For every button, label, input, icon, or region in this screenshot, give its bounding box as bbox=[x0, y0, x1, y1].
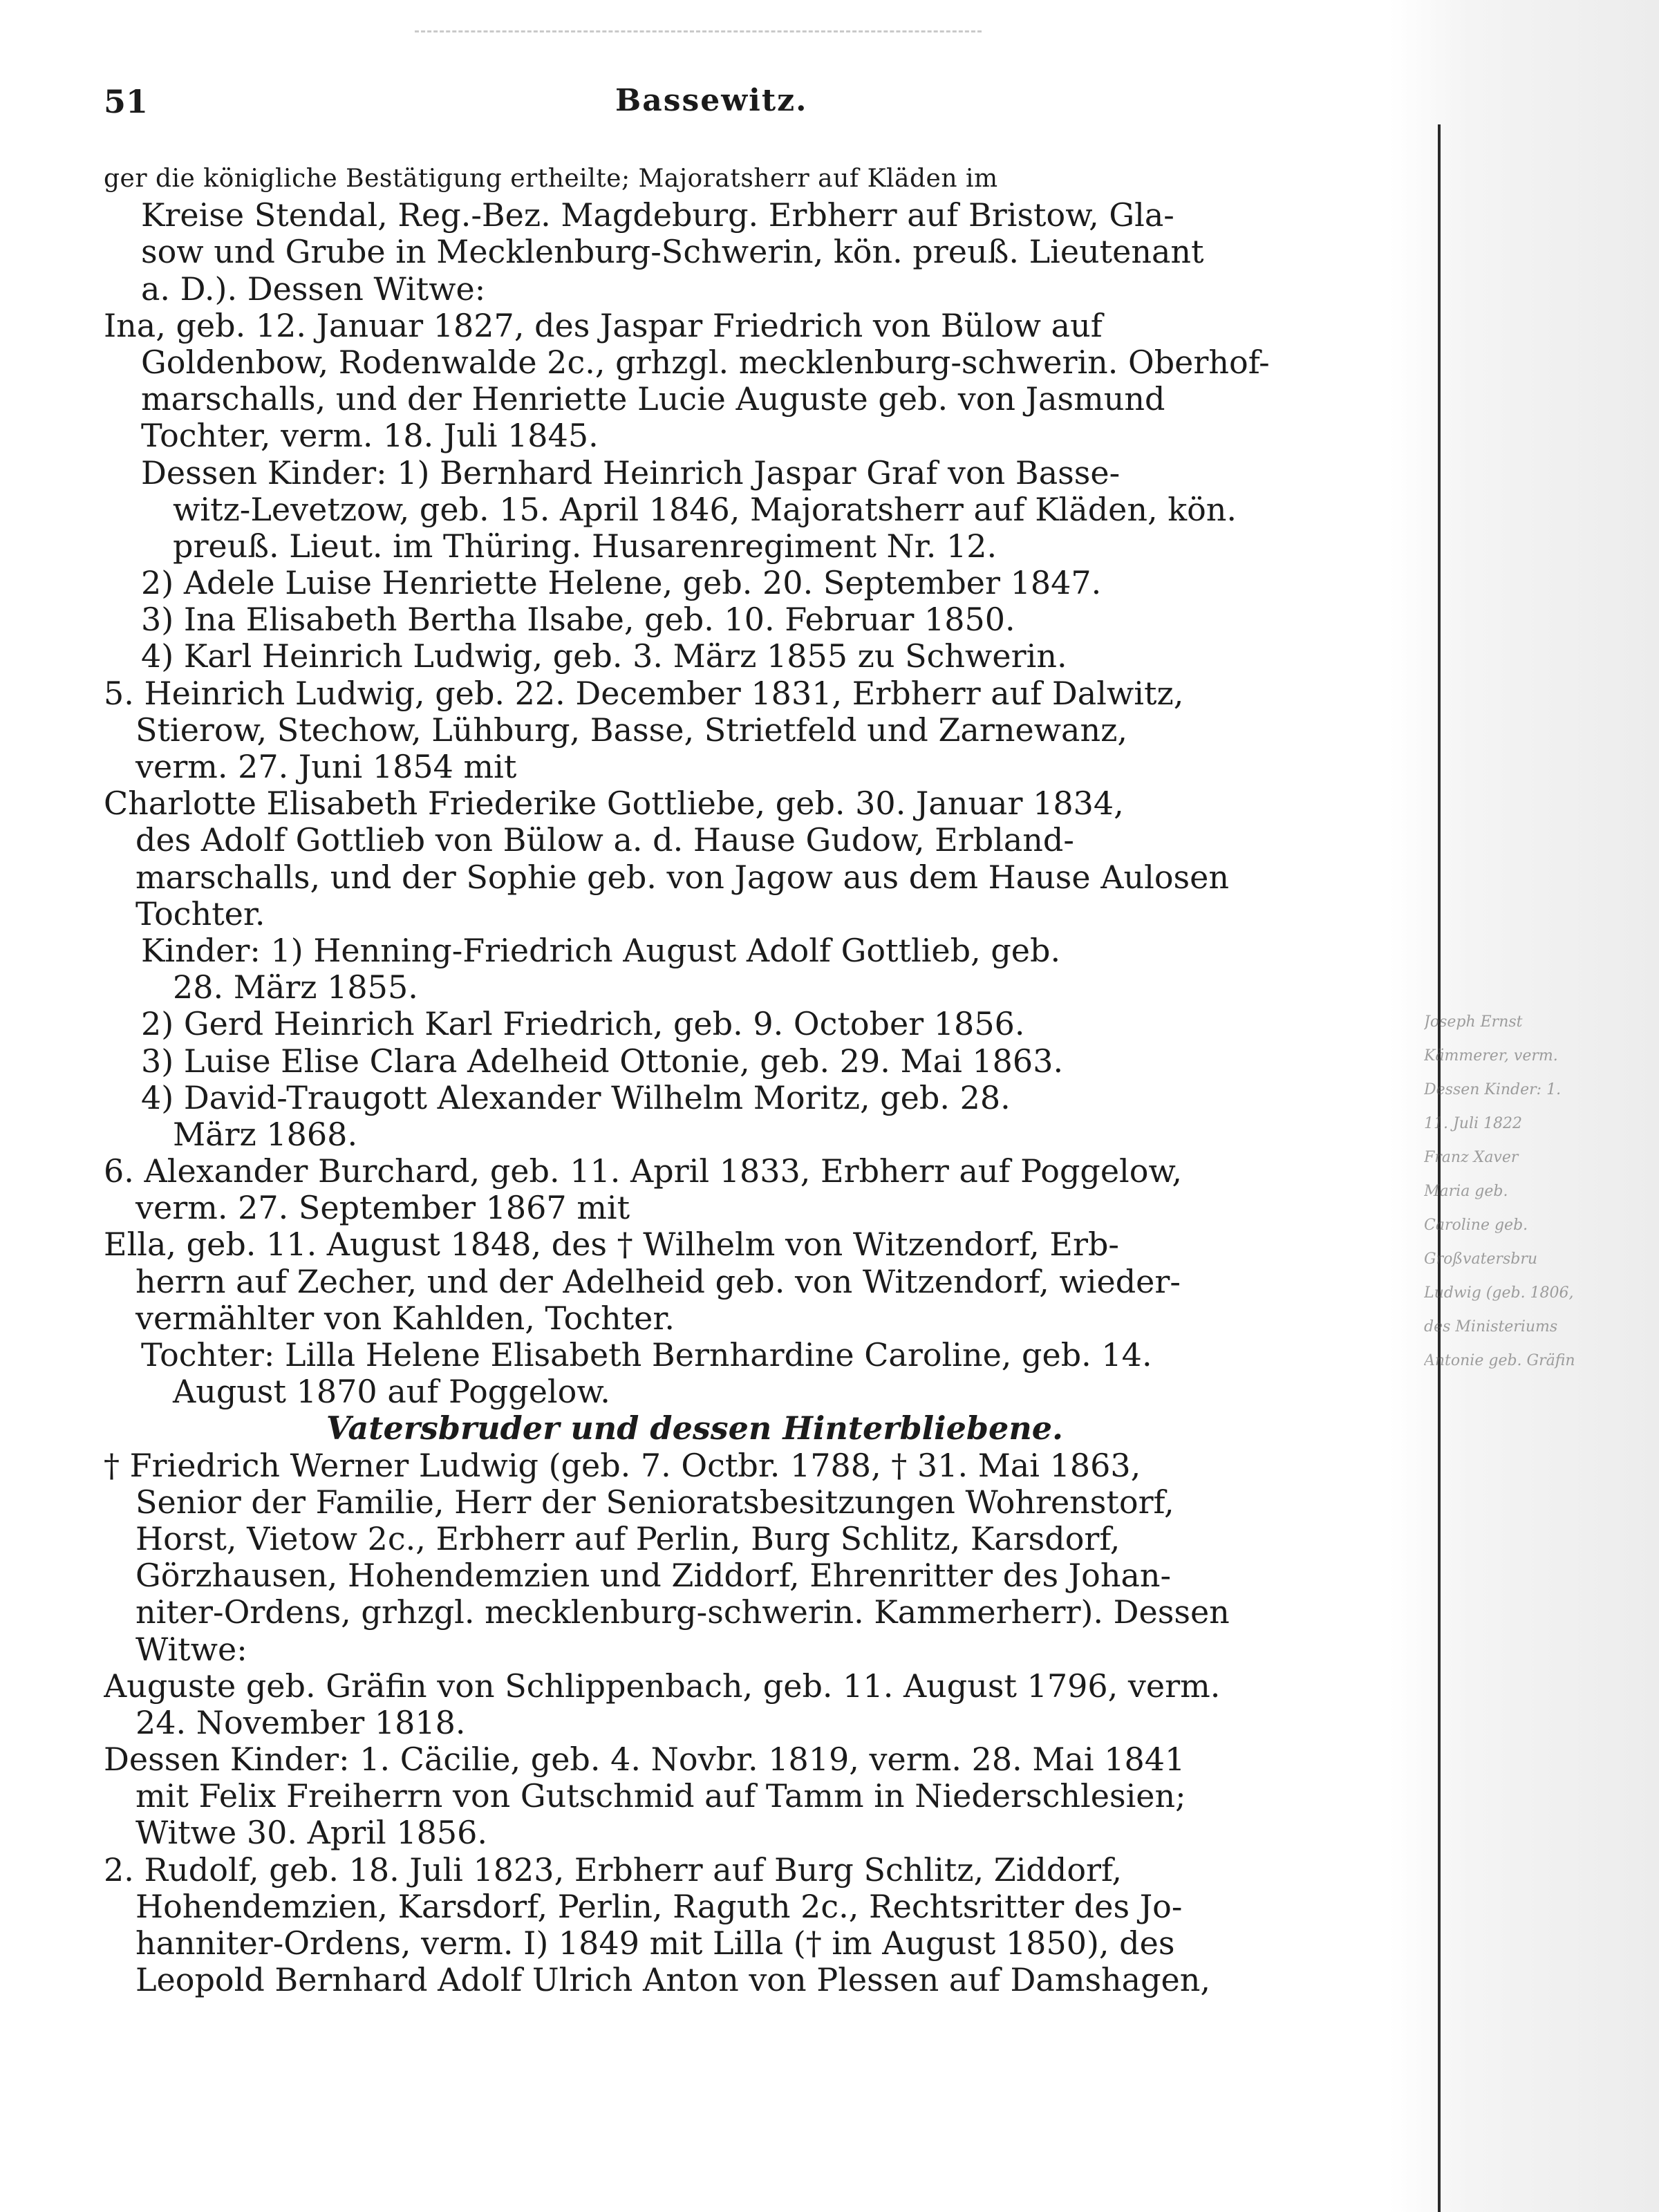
text-line: Dessen Kinder: 1. Cäcilie, geb. 4. Novbr. 1819, verm. 28. Mai 1841 bbox=[104, 1741, 1185, 1779]
text-line: Tochter. bbox=[135, 895, 265, 932]
text-line: Dessen Kinder: 1) Bernhard Heinrich Jaspar Graf von Basse- bbox=[141, 454, 1121, 491]
text-line: niter-Ordens, grhzgl. mecklenburg-schwerin. Kammerherr). Dessen bbox=[135, 1594, 1230, 1631]
text-line: 3) Ina Elisabeth Bertha Ilsabe, geb. 10. Februar 1850. bbox=[141, 601, 1015, 639]
bleed-line: Kämmerer, verm. bbox=[1424, 1047, 1558, 1065]
text-line: witz-Levetzow, geb. 15. April 1846, Majoratsherr auf Kläden, kön. bbox=[173, 491, 1237, 528]
text-line: Tochter: Lilla Helene Elisabeth Bernhardine Caroline, geb. 14. bbox=[141, 1337, 1152, 1374]
text-line: 2) Adele Luise Henriette Helene, geb. 20. September 1847. bbox=[141, 565, 1102, 602]
text-line: marschalls, und der Sophie geb. von Jagow aus dem Hause Aulosen bbox=[135, 859, 1229, 896]
text-line: 24. November 1818. bbox=[135, 1704, 466, 1741]
text-line: Senior der Familie, Herr der Senioratsbesitzungen Wohrenstorf, bbox=[135, 1483, 1174, 1521]
bleed-line: Großvatersbru bbox=[1424, 1250, 1538, 1268]
text-line: 3) Luise Elise Clara Adelheid Ottonie, geb. 29. Mai 1863. bbox=[141, 1042, 1064, 1080]
text-line: Leopold Bernhard Adolf Ulrich Anton von Plessen auf Damshagen, bbox=[135, 1962, 1211, 1999]
text-line: Charlotte Elisabeth Friederike Gottliebe, geb. 30. Januar 1834, bbox=[104, 785, 1124, 823]
text-line: August 1870 auf Poggelow. bbox=[173, 1374, 610, 1411]
text-line: 4) David-Traugott Alexander Wilhelm Moritz, geb. 28. bbox=[141, 1079, 1011, 1116]
adjacent-page-bleed bbox=[1424, 111, 1659, 1839]
text-line: ger die königliche Bestätigung ertheilte; Majoratsherr auf Kläden im bbox=[104, 165, 998, 193]
bleed-line: Ludwig (geb. 1806, bbox=[1424, 1284, 1574, 1302]
bleed-line: Franz Xaver bbox=[1424, 1149, 1519, 1166]
running-title: Bassewitz. bbox=[615, 83, 808, 118]
page-number: 51 bbox=[104, 83, 149, 120]
page-body-text bbox=[104, 160, 1286, 1998]
bleed-line: des Ministeriums bbox=[1424, 1318, 1558, 1335]
bleed-line: Joseph Ernst bbox=[1424, 1013, 1523, 1031]
text-line: verm. 27. September 1867 mit bbox=[135, 1190, 630, 1227]
text-line: sow und Grube in Mecklenburg-Schwerin, kön. preuß. Lieutenant bbox=[141, 234, 1204, 271]
text-line: preuß. Lieut. im Thüring. Husarenregiment Nr. 12. bbox=[173, 527, 997, 565]
text-line: herrn auf Zecher, und der Adelheid geb. von Witzendorf, wieder- bbox=[135, 1263, 1181, 1300]
text-line: 2. Rudolf, geb. 18. Juli 1823, Erbherr auf Burg Schlitz, Ziddorf, bbox=[104, 1851, 1123, 1888]
text-line: Horst, Vietow 2c., Erbherr auf Perlin, Burg Schlitz, Karsdorf, bbox=[135, 1520, 1121, 1557]
text-line: verm. 27. Juni 1854 mit bbox=[135, 749, 517, 785]
text-line: Tochter, verm. 18. Juli 1845. bbox=[141, 418, 599, 455]
text-line: Kinder: 1) Henning-Friedrich August Adolf Gottlieb, geb. bbox=[141, 932, 1061, 969]
text-line: 4) Karl Heinrich Ludwig, geb. 3. März 1855 zu Schwerin. bbox=[141, 638, 1067, 675]
text-line: † Friedrich Werner Ludwig (geb. 7. Octbr. 1788, † 31. Mai 1863, bbox=[104, 1447, 1141, 1484]
text-line: Kreise Stendal, Reg.-Bez. Magdeburg. Erbherr auf Bristow, Gla- bbox=[141, 197, 1174, 234]
text-line: Ella, geb. 11. August 1848, des † Wilhelm von Witzendorf, Erb- bbox=[104, 1226, 1119, 1264]
text-line: 28. März 1855. bbox=[173, 969, 418, 1006]
text-line: Hohendemzien, Karsdorf, Perlin, Raguth 2c., Rechtsritter des Jo- bbox=[135, 1888, 1183, 1925]
bleed-line: 11. Juli 1822 bbox=[1424, 1115, 1523, 1132]
text-line: Goldenbow, Rodenwalde 2c., grhzgl. mecklenburg-schwerin. Oberhof- bbox=[141, 344, 1270, 381]
text-line: Auguste geb. Gräfin von Schlippenbach, geb. 11. August 1796, verm. bbox=[104, 1667, 1221, 1705]
text-line: hanniter-Ordens, verm. I) 1849 mit Lilla († im August 1850), des bbox=[135, 1925, 1175, 1962]
text-line: a. D.). Dessen Witwe: bbox=[141, 270, 486, 308]
text-line: Stierow, Stechow, Lühburg, Basse, Strietfeld und Zarnewanz, bbox=[135, 711, 1127, 749]
text-line: Ina, geb. 12. Januar 1827, des Jaspar Friedrich von Bülow auf bbox=[104, 307, 1103, 344]
bleed-line: Antonie geb. Gräfin bbox=[1424, 1352, 1575, 1369]
scan-artifact-dashes bbox=[415, 30, 982, 35]
page-header bbox=[104, 83, 1286, 131]
bleed-line: Dessen Kinder: 1. bbox=[1424, 1081, 1562, 1098]
text-line: März 1868. bbox=[173, 1116, 358, 1153]
text-line: Witwe 30. April 1856. bbox=[135, 1815, 488, 1852]
text-line: mit Felix Freiherrn von Gutschmid auf Tamm in Niederschlesien; bbox=[135, 1778, 1186, 1815]
bleed-line: Maria geb. bbox=[1424, 1183, 1508, 1200]
text-line: 5. Heinrich Ludwig, geb. 22. December 1831, Erbherr auf Dalwitz, bbox=[104, 675, 1184, 712]
section-title: Vatersbruder und dessen Hinterbliebene. bbox=[326, 1410, 1064, 1447]
text-line: Witwe: bbox=[135, 1631, 247, 1668]
text-line: 2) Gerd Heinrich Karl Friedrich, geb. 9. October 1856. bbox=[141, 1006, 1025, 1043]
bleed-line: Caroline geb. bbox=[1424, 1217, 1528, 1234]
text-line: 6. Alexander Burchard, geb. 11. April 1833, Erbherr auf Poggelow, bbox=[104, 1153, 1183, 1190]
text-line: vermählter von Kahlden, Tochter. bbox=[135, 1300, 675, 1337]
text-line: des Adolf Gottlieb von Bülow a. d. Hause Gudow, Erbland- bbox=[135, 822, 1074, 859]
text-line: Görzhausen, Hohendemzien und Ziddorf, Ehrenritter des Johan- bbox=[135, 1557, 1172, 1595]
text-line: marschalls, und der Henriette Lucie Auguste geb. von Jasmund bbox=[141, 381, 1165, 418]
